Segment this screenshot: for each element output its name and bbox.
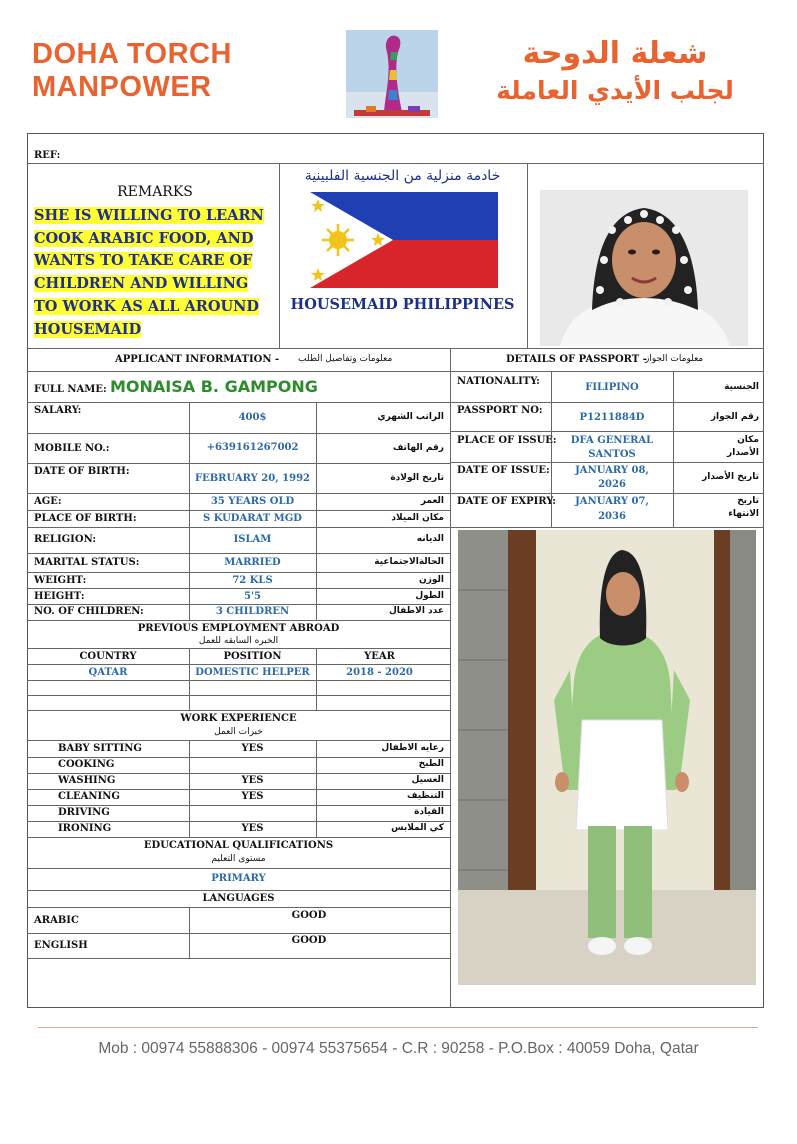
place-of-issue-label-ar-line2: الأصدار bbox=[727, 448, 759, 458]
remarks-line: CHILDREN AND WILLING bbox=[34, 275, 249, 293]
age-label-ar: العمر bbox=[420, 496, 444, 506]
experience-driving-ar: القيادة bbox=[414, 807, 444, 817]
mobile-value: +639161267002 bbox=[206, 442, 299, 453]
experience-baby-sitting-ar: رعايه الاطفال bbox=[381, 743, 444, 753]
salary-label: SALARY: bbox=[34, 405, 82, 416]
experience-baby-sitting-value: YES bbox=[241, 743, 264, 754]
full-name-label: FULL NAME: bbox=[34, 384, 107, 395]
height-value: 5'5 bbox=[244, 591, 261, 602]
employment-title-ar: الخبره السابقه للعمل bbox=[198, 636, 279, 646]
date-of-expiry-label-ar-line2: الانتهاء bbox=[728, 509, 759, 519]
passport-section-title-ar: معلومات الجواز bbox=[645, 354, 704, 364]
marital-status-label: MARITAL STATUS: bbox=[34, 557, 140, 568]
nationality-value: FILIPINO bbox=[585, 382, 639, 393]
experience-ironing-ar: كي الملابس bbox=[391, 823, 444, 833]
education-value: PRIMARY bbox=[211, 873, 266, 884]
children-label-ar: عدد الاطفال bbox=[388, 606, 444, 616]
date-of-expiry-value-line1: JANUARY 07, bbox=[575, 496, 649, 507]
place-of-birth-label-ar: مكان الميلاد bbox=[391, 513, 444, 523]
weight-value: 72 KLS bbox=[232, 575, 273, 586]
company-name-ar-line2: لجلب الأيدي العاملة bbox=[496, 76, 734, 105]
date-of-issue-value-line2: 2026 bbox=[598, 479, 626, 490]
education-title: EDUCATIONAL QUALIFICATIONS bbox=[143, 840, 334, 851]
full-name-value: MONAISA B. GAMPONG bbox=[110, 377, 318, 396]
experience-ironing-value: YES bbox=[241, 823, 264, 834]
employment-col-position: POSITION bbox=[223, 651, 282, 662]
applicant-section-title: APPLICANT INFORMATION - bbox=[115, 354, 280, 365]
languages-title: LANGUAGES bbox=[202, 893, 275, 904]
passport-no-label: PASSPORT NO: bbox=[457, 405, 543, 416]
nationality-label-ar: الجنسية bbox=[724, 382, 759, 392]
date-of-issue-label-ar: تاريخ الأصدار bbox=[702, 472, 759, 482]
mobile-label-ar: رقم الهاتف bbox=[392, 443, 444, 453]
experience-washing: WASHING bbox=[58, 775, 116, 786]
experience-cooking: COOKING bbox=[58, 759, 115, 770]
date-of-expiry-value-line2: 2036 bbox=[598, 511, 626, 522]
religion-label-ar: الديانه bbox=[416, 534, 444, 544]
experience-baby-sitting: BABY SITTING bbox=[58, 743, 142, 754]
ref-label: REF: bbox=[34, 150, 61, 161]
full-body-photo bbox=[458, 530, 756, 985]
company-name-line1: DOHA TORCH bbox=[32, 38, 232, 70]
passport-no-label-ar: رقم الجواز bbox=[710, 412, 759, 422]
philippines-flag-icon bbox=[310, 192, 498, 288]
place-of-issue-label-ar-line1: مكان bbox=[737, 435, 759, 445]
company-name-ar-line1: شعلة الدوحة bbox=[522, 36, 708, 71]
experience-ironing: IRONING bbox=[58, 823, 112, 834]
place-of-issue-value-line2: SANTOS bbox=[588, 449, 636, 460]
height-label: HEIGHT: bbox=[34, 591, 85, 602]
place-of-birth-label: PLACE OF BIRTH: bbox=[34, 513, 137, 524]
experience-cooking-ar: الطبخ bbox=[418, 759, 444, 769]
remarks-text bbox=[34, 205, 274, 341]
flag-caption-ar: خادمة منزلية من الجنسية الفلبينية bbox=[304, 168, 501, 184]
portrait-photo bbox=[540, 190, 748, 346]
footer-divider bbox=[38, 1027, 758, 1028]
remarks-line: COOK ARABIC FOOD, AND bbox=[34, 229, 254, 247]
language-arabic: ARABIC bbox=[34, 915, 79, 926]
date-of-expiry-label: DATE OF EXPIRY: bbox=[457, 496, 556, 507]
experience-washing-ar: الغسيل bbox=[411, 775, 444, 785]
experience-driving: DRIVING bbox=[58, 807, 110, 818]
experience-cleaning-ar: التنظيف bbox=[407, 791, 444, 801]
education-title-ar: مستوى التعليم bbox=[211, 854, 266, 864]
experience-title: WORK EXPERIENCE bbox=[180, 713, 297, 724]
language-english: ENGLISH bbox=[34, 940, 88, 951]
employment-country: QATAR bbox=[88, 667, 128, 678]
remarks-line: SHE IS WILLING TO LEARN bbox=[34, 207, 264, 224]
dob-label: DATE OF BIRTH: bbox=[34, 466, 130, 477]
employment-year: 2018 - 2020 bbox=[346, 667, 413, 678]
marital-status-value: MARRIED bbox=[224, 557, 281, 568]
height-label-ar: الطول bbox=[415, 591, 444, 601]
company-name-ar bbox=[470, 34, 760, 108]
passport-no-value: P1211884D bbox=[579, 412, 645, 423]
torch-tower-logo bbox=[346, 30, 438, 118]
remarks-line: TO WORK AS ALL AROUND bbox=[34, 297, 259, 315]
marital-status-label-ar: الحالةالاجتماعية bbox=[374, 557, 444, 567]
date-of-expiry-label-ar-line1: تاريخ bbox=[737, 496, 759, 506]
employment-position: DOMESTIC HELPER bbox=[195, 667, 310, 678]
date-of-issue-label: DATE OF ISSUE: bbox=[457, 465, 550, 476]
experience-cleaning-value: YES bbox=[241, 791, 264, 802]
date-of-issue-value-line1: JANUARY 08, bbox=[575, 465, 649, 476]
age-label: AGE: bbox=[34, 496, 62, 507]
employment-col-year: YEAR bbox=[364, 651, 395, 662]
experience-cleaning: CLEANING bbox=[58, 791, 120, 802]
applicant-section-title-ar: معلومات وتفاصيل الطلب bbox=[298, 354, 393, 364]
mobile-label: MOBILE NO.: bbox=[34, 443, 110, 454]
dob-label-ar: تاريخ الولادة bbox=[390, 473, 444, 483]
language-english-level: GOOD bbox=[291, 935, 327, 946]
housemaid-title: HOUSEMAID PHILIPPINES bbox=[290, 296, 515, 313]
religion-label: RELIGION: bbox=[34, 534, 97, 545]
nationality-label: NATIONALITY: bbox=[457, 376, 540, 387]
weight-label: WEIGHT: bbox=[34, 575, 87, 586]
children-value: 3 CHILDREN bbox=[215, 606, 290, 617]
salary-value: 400$ bbox=[238, 412, 267, 423]
passport-section-title: DETAILS OF PASSPORT - bbox=[506, 354, 647, 365]
employment-title: PREVIOUS EMPLOYMENT ABROAD bbox=[137, 623, 340, 634]
religion-value: ISLAM bbox=[233, 534, 272, 545]
remarks-title: REMARKS bbox=[117, 184, 193, 200]
place-of-issue-label: PLACE OF ISSUE: bbox=[457, 435, 557, 446]
employment-col-country: COUNTRY bbox=[79, 651, 137, 662]
place-of-birth-value: S KUDARAT MGD bbox=[203, 513, 302, 524]
experience-title-ar: خبرات العمل bbox=[214, 727, 263, 737]
footer-contact: Mob : 00974 55888306 - 00974 55375654 - C.R : 90258 - P.O.Box : 40059 Doha, Qatar bbox=[98, 1040, 699, 1057]
company-name-line2: MANPOWER bbox=[32, 71, 212, 103]
remarks-line: HOUSEMAID bbox=[34, 320, 142, 338]
salary-label-ar: الراتب الشهري bbox=[377, 412, 444, 422]
remarks-line: WANTS TO TAKE CARE OF bbox=[34, 252, 253, 270]
experience-washing-value: YES bbox=[241, 775, 264, 786]
place-of-issue-value-line1: DFA GENERAL bbox=[570, 435, 654, 446]
children-label: NO. OF CHILDREN: bbox=[34, 606, 144, 617]
weight-label-ar: الوزن bbox=[419, 575, 444, 585]
dob-value: FEBRUARY 20, 1992 bbox=[195, 473, 310, 484]
language-arabic-level: GOOD bbox=[291, 910, 327, 921]
age-value: 35 YEARS OLD bbox=[210, 496, 295, 507]
company-name-en bbox=[32, 38, 232, 104]
